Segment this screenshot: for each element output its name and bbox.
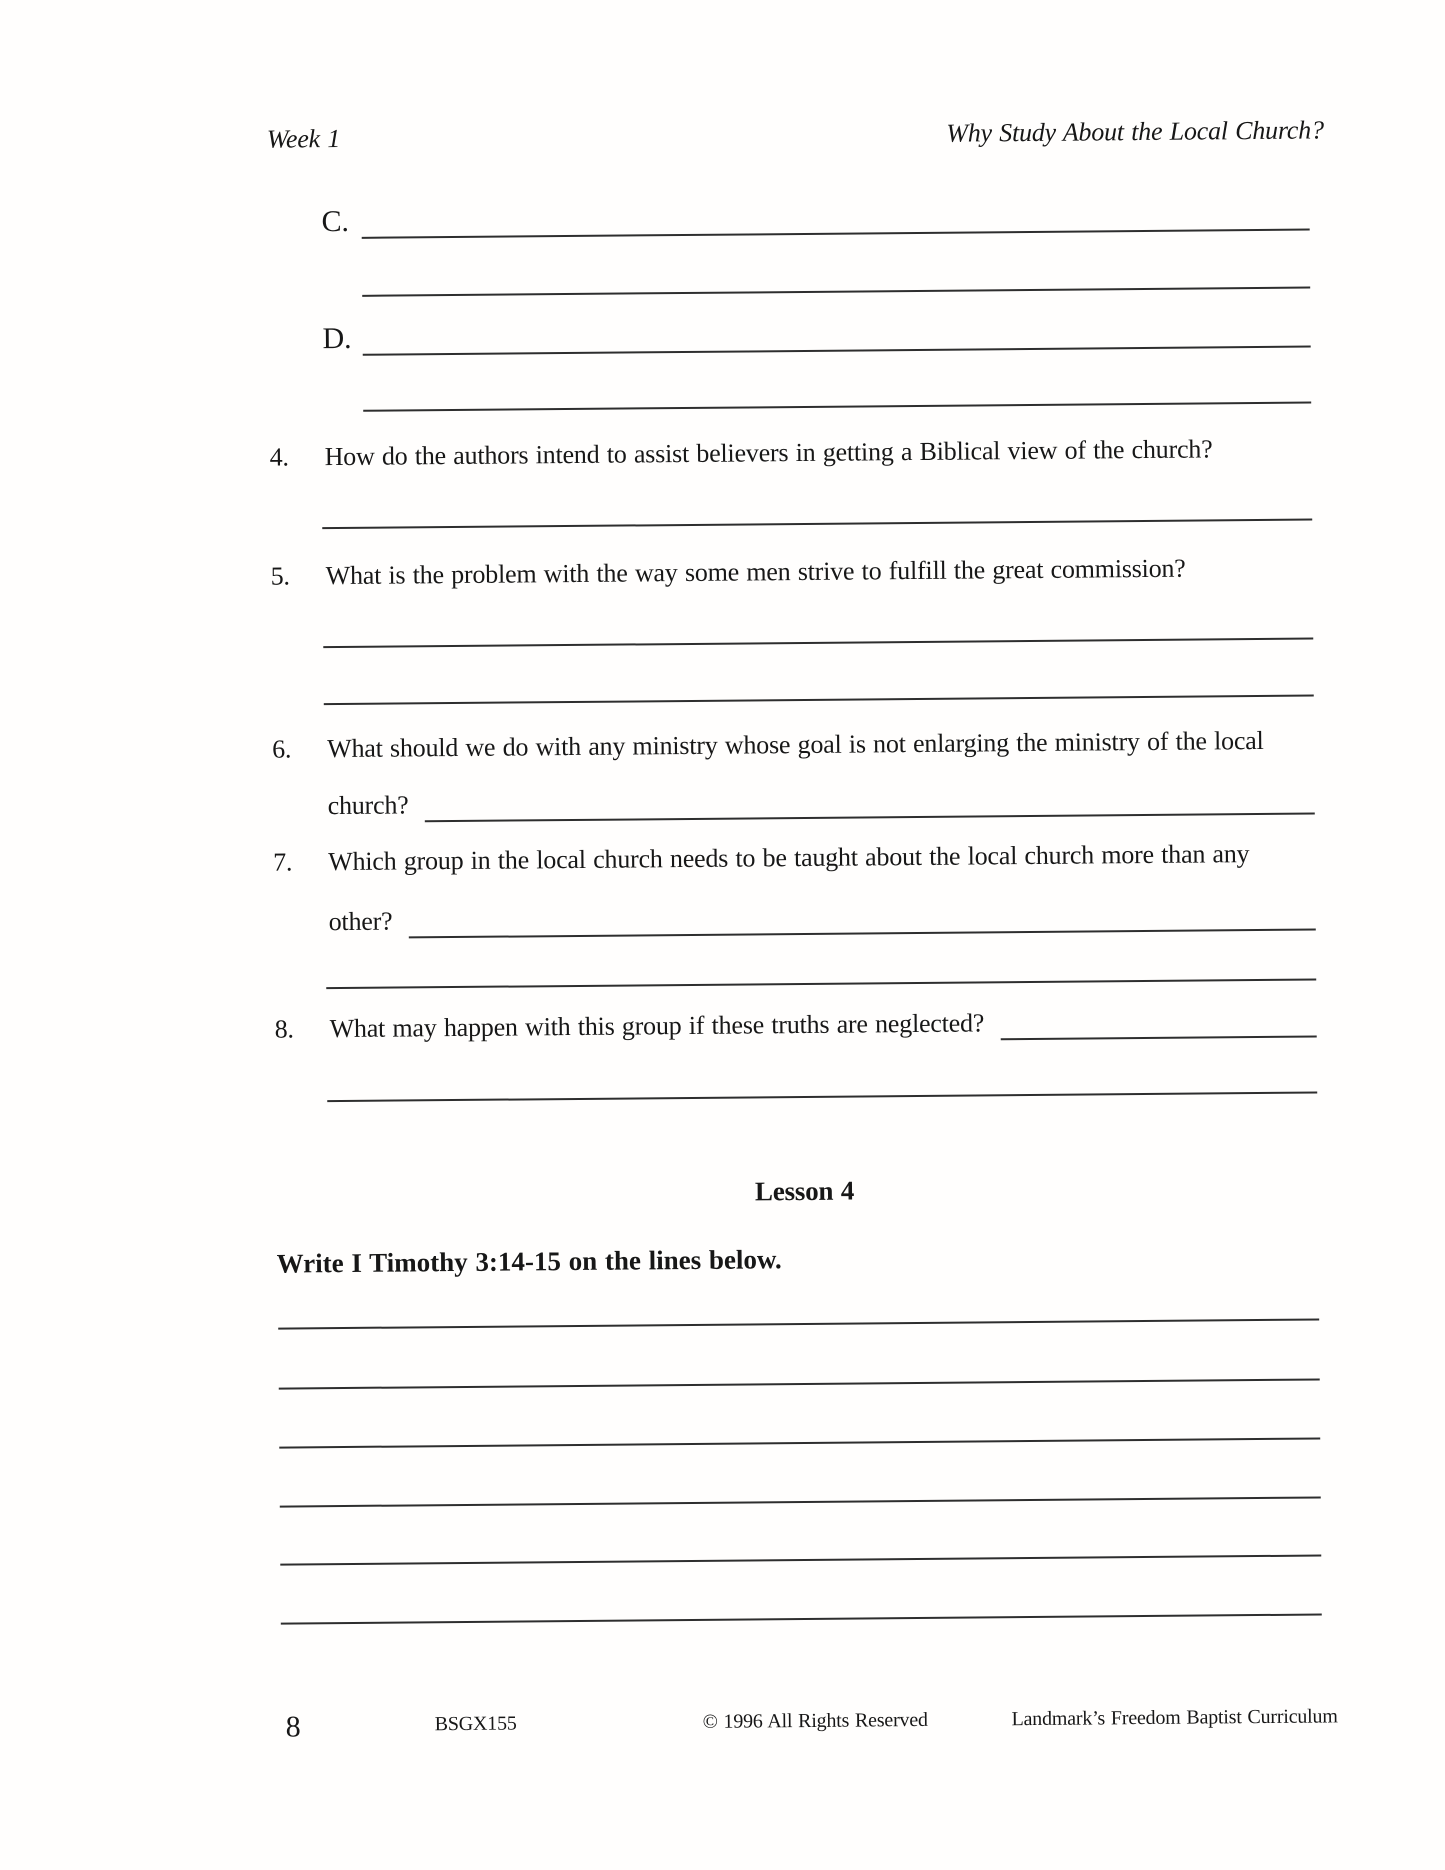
sub-item-c [267, 194, 1324, 241]
page-footer [281, 1697, 1338, 1748]
answer-line [322, 519, 1312, 530]
question-text: How do the authors intend to assist believers in getting a Biblical view of the church? [324, 434, 1213, 472]
question-5 [271, 548, 1328, 595]
copyright-text: © 1996 All Rights Reserved [702, 1708, 928, 1733]
sub-item-d-label: D. [322, 321, 352, 356]
question-text: church? [327, 790, 409, 821]
page-number: 8 [285, 1710, 301, 1744]
writing-line [278, 1319, 1319, 1330]
scanned-sheet [266, 0, 1339, 1870]
question-number: 4. [269, 442, 289, 472]
question-text: other? [328, 906, 393, 937]
sub-item-d [268, 311, 1325, 358]
instruction-text: Write I Timothy 3:14-15 on the lines below. [276, 1244, 782, 1279]
curriculum-code: BSGX155 [434, 1712, 517, 1736]
publisher-name: Landmark’s Freedom Baptist Curriculum [1011, 1705, 1338, 1731]
answer-line [327, 1092, 1317, 1103]
question-number: 6. [272, 734, 292, 764]
answer-line [363, 402, 1311, 412]
answer-line [362, 312, 1310, 356]
question-6 [272, 721, 1329, 768]
lesson-heading: Lesson 4 [754, 1175, 855, 1207]
question-number: 7. [273, 847, 293, 877]
answer-line [361, 195, 1309, 239]
question-text: Which group in the local church needs to be taught about the local church more than any [328, 839, 1250, 877]
answer-line [326, 979, 1316, 990]
page-header [267, 111, 1324, 158]
answer-line [323, 638, 1313, 649]
answer-line [324, 695, 1314, 706]
question-indent [274, 903, 329, 941]
question-text: What should we do with any ministry whose goal is not enlarging the ministry of the local [327, 725, 1264, 764]
question-number: 8. [274, 1014, 294, 1044]
writing-line [279, 1378, 1320, 1389]
question-text: What may happen with this group if these truths are neglected? [329, 1008, 985, 1044]
writing-line [279, 1437, 1320, 1448]
question-7 [273, 834, 1330, 881]
answer-line [362, 287, 1310, 297]
writing-line [281, 1613, 1322, 1624]
question-6-continued [273, 778, 1330, 825]
writing-line [280, 1554, 1321, 1565]
question-4 [269, 429, 1326, 476]
question-7-continued [274, 894, 1331, 941]
answer-line [1000, 1002, 1317, 1041]
sub-item-c-label: C. [321, 204, 349, 239]
answer-line [424, 779, 1314, 823]
question-8 [274, 1001, 1331, 1048]
writing-line [280, 1496, 1321, 1507]
answer-line [408, 895, 1316, 939]
question-indent [273, 787, 328, 825]
page-header-title: Why Study About the Local Church? [946, 115, 1324, 148]
question-text: What is the problem with the way some men strive to fulfill the great commission? [325, 553, 1186, 591]
question-number: 5. [270, 561, 290, 591]
week-label: Week 1 [266, 124, 341, 154]
